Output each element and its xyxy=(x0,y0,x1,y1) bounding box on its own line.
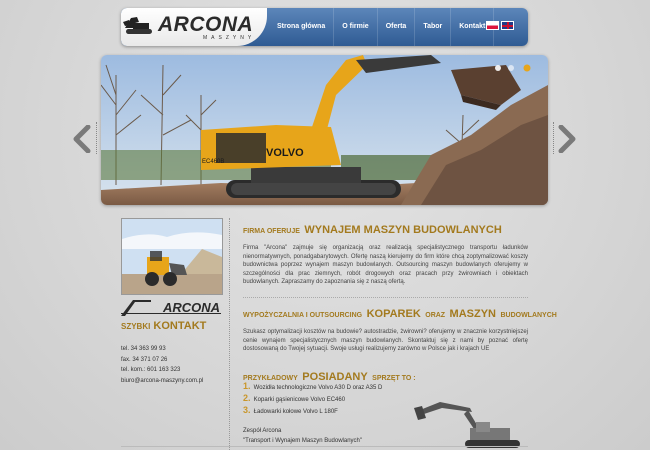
list-item-label: Koparki gąsienicowe Volvo EC460 xyxy=(253,397,346,403)
footer-divider xyxy=(121,446,528,447)
list-item-number: 2. xyxy=(243,393,251,403)
rental-title-part3: ORAZ xyxy=(425,312,446,319)
hero-slider xyxy=(101,55,548,205)
nav-fleet[interactable]: Tabor xyxy=(415,8,451,46)
arcona-logo-small xyxy=(121,299,221,316)
contact-mobile: tel. kom.: 601 163 323 xyxy=(121,367,181,373)
excavator-illustration xyxy=(410,400,530,450)
rental-title-part4: MASZYN xyxy=(449,308,496,320)
rental-title-part1: WYPOŻYCZALNIA I OUTSOURCING xyxy=(243,312,363,319)
slider-next-arrow-icon[interactable] xyxy=(557,125,577,153)
nav-about[interactable]: O firmie xyxy=(334,8,377,46)
signature xyxy=(243,426,362,446)
divider-line xyxy=(243,297,528,298)
logo-text: ARCONA xyxy=(158,13,254,36)
offer-title xyxy=(243,220,502,238)
column-divider xyxy=(229,218,230,450)
rental-title-part2: KOPAREK xyxy=(366,308,421,320)
loader-photo xyxy=(122,219,222,294)
excavator-photo xyxy=(101,55,548,205)
rental-title-part5: BUDOWLANYCH xyxy=(500,312,557,319)
small-logo-text: ARCONA xyxy=(163,300,221,315)
loader-thumbnail[interactable] xyxy=(121,218,223,295)
nav-offer[interactable]: Oferta xyxy=(378,8,416,46)
signature-tagline: "Transport i Wynajem Maszyn Budowlanych" xyxy=(243,438,363,444)
main-nav xyxy=(267,8,494,46)
quick-contact-title-small: SZYBKI xyxy=(121,322,151,331)
slider-dot-1[interactable] xyxy=(495,65,501,71)
contact-fax: fax. 34 371 07 26 xyxy=(121,356,168,363)
slider-divider-right xyxy=(553,122,554,154)
language-switcher xyxy=(486,21,514,30)
polish-flag-icon[interactable] xyxy=(486,21,499,30)
offer-title-large: WYNAJEM MASZYN BUDOWLANYCH xyxy=(304,224,502,236)
offer-text: Firma "Arcona" zajmuje się organizacją oraz realizacją specjalistycznego transportu ładunków nienormatywnych, ponadgabarytowych. Ofertę naszą kierujemy do firm które chcą zoptymalizować koszty budownictwa poprzez wynajem maszyn budowlanych. Outsourcing maszyn budowlanych oferujemy w szczególności dla prac ziemnych, robót drogowych oraz pracach przy żwirowniach i obiektach budowlanych. Zapraszamy do zapoznania się z naszą ofertą. xyxy=(243,245,528,285)
signature-team: Zespół Arcona xyxy=(243,428,282,434)
list-item xyxy=(243,380,382,392)
contact-email-link[interactable]: biuro@arcona-maszyny.com.pl xyxy=(121,377,204,384)
machine-brand-label: VOLVO xyxy=(266,147,304,159)
equipment-title-part3: SPRZĘT TO : xyxy=(372,375,416,382)
nav-home[interactable]: Strona główna xyxy=(267,8,334,46)
offer-title-small: FIRMA OFERUJE xyxy=(243,228,300,235)
machine-model-label: EC460B xyxy=(202,159,225,165)
list-item-number: 3. xyxy=(243,405,251,415)
nav-contact[interactable]: Kontakt xyxy=(451,8,494,46)
header-bar xyxy=(121,8,528,46)
contact-phone: tel. 34 363 99 93 xyxy=(121,346,166,352)
rental-text: Szukasz optymalizacji kosztów na budowie? autostradzie, żwirowni? oferujemy w znacznie korzystniejszej cenie wynajem specjalistycznych maszyn budowlanych. Skontaktuj się z nami by poznać ofertę dostosowaną do Twojej sytuacji. Swoje usługi realizujemy zarówno w Polsce jak i krajach UE xyxy=(243,329,528,352)
list-item-label: Ładowarki kołowe Volvo L 180F xyxy=(253,409,338,415)
equipment-title-part2: POSIADANY xyxy=(302,371,368,383)
quick-contact-title-large: KONTAKT xyxy=(153,320,207,332)
contact-details xyxy=(121,344,203,386)
equipment-list xyxy=(243,380,382,416)
english-flag-icon[interactable] xyxy=(501,21,514,30)
equipment-title-part1: PRZYKŁADOWY xyxy=(243,375,298,382)
list-item-number: 1. xyxy=(243,381,251,391)
logo[interactable] xyxy=(121,8,267,46)
slider-dot-2[interactable] xyxy=(508,65,514,71)
rental-title xyxy=(243,304,557,322)
slider-divider-left xyxy=(96,122,97,154)
logo-subtitle: MASZYNY xyxy=(203,35,256,41)
list-item-label: Wozidła technologiczne Volvo A30 D oraz A35 D xyxy=(253,385,383,391)
slider-dot-3[interactable] xyxy=(524,65,531,72)
list-item xyxy=(243,404,382,416)
excavator-logo-icon xyxy=(123,14,157,36)
list-item xyxy=(243,392,382,404)
slider-prev-arrow-icon[interactable] xyxy=(72,125,92,153)
quick-contact-title xyxy=(121,320,206,332)
